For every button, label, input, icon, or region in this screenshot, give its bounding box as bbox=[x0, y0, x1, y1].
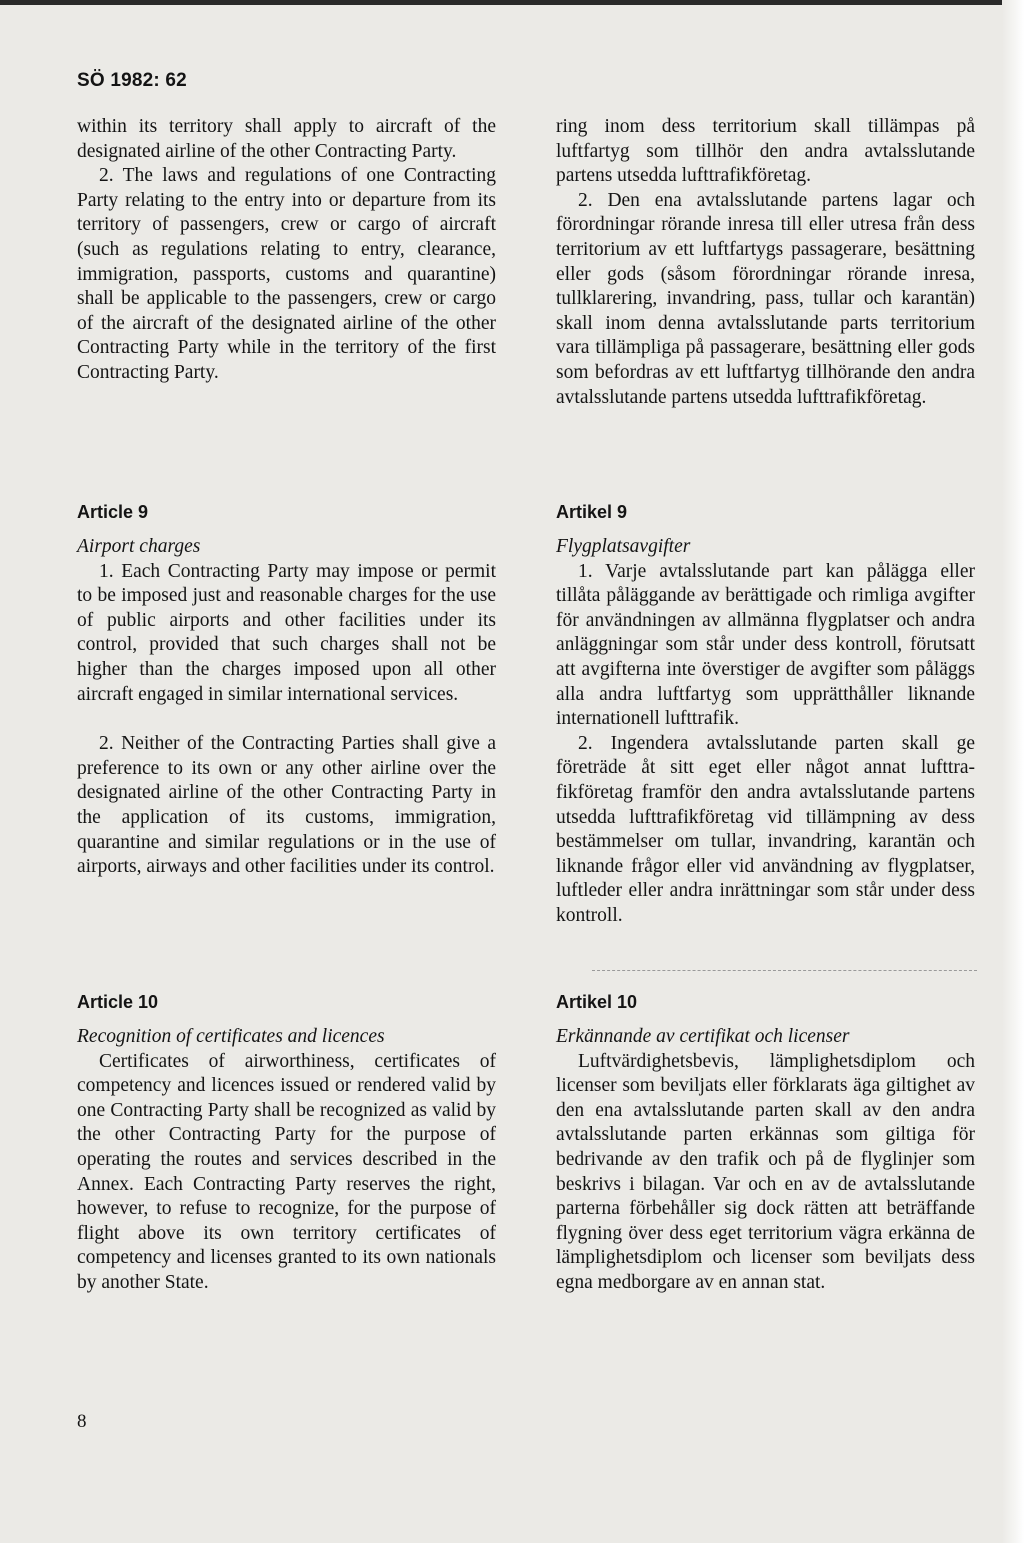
english-article-10 bbox=[77, 990, 496, 1296]
swedish-article-9 bbox=[556, 500, 975, 929]
scan-top-edge bbox=[0, 0, 1024, 5]
article-paragraph: 2. Ingendera avtalsslutande parten skall ge företräde åt sitt eget eller något annat lufttrafikföretag framför den andra avtalsslutande partens utsedda lufttrafikföretag vid tillämpning av dess bestämmelser om tullar, invandring, karantän och liknande frågor eller vid användning av flygplatser, luftleder eller andra inrättningar som står under dess kontroll. bbox=[556, 732, 975, 926]
article-heading: Artikel 9 bbox=[556, 502, 628, 522]
document-code: SÖ 1982: 62 bbox=[77, 70, 187, 91]
article-subheading: Flygplatsavgifter bbox=[556, 536, 691, 557]
english-intro bbox=[77, 115, 496, 386]
article-heading: Article 10 bbox=[77, 992, 159, 1012]
scan-right-edge bbox=[1002, 0, 1024, 1543]
article-subheading: Airport charges bbox=[77, 536, 201, 557]
swedish-intro-paragraph: ring inom dess territorium skall tillämpas på luftfartyg som tillhör den andra avtalsslutande partens utsedda lufttrafikföretag. bbox=[556, 116, 975, 187]
section-divider bbox=[592, 970, 977, 971]
page-number: 8 bbox=[77, 1411, 87, 1432]
article-subheading: Erkännande av certifikat och licenser bbox=[556, 1026, 850, 1047]
english-paragraph-2: 2. The laws and regulations of one Contracting Party relating to the entry into or departure from its territory of passengers, crew or cargo of aircraft (such as regulations relating to entry, clearance, immigration, passports, customs and quarantine) shall be applicable to the passengers, crew or cargo of the aircraft of the designated airline of the other Contracting Party while in the territory of the first Contracting Party. bbox=[77, 165, 496, 383]
article-paragraph: Luftvärdighetsbevis, lämplighetsdiplom och licenser som beviljats eller förklarats äga giltighet av den ena avtalsslutande parten skall av den andra avtalsslutande parten erkännas som giltiga för bedrivande av den trafik och på de flyglinjer som beskrivs i bilagan. Var och en av de avtalsslutande parterna förbehåller sig dock rätten att beträffande flygning över dess eget territorium vägra erkänna de lämplighetsdiplom och licenser som beviljats dess egna medborgare av en annan stat. bbox=[556, 1050, 975, 1293]
swedish-paragraph-2: 2. Den ena avtalsslutande partens lagar och förordningar rörande inresa till eller utresa från dess territorium av ett luftfartygs passagerare, besättning eller gods (såsom förordningar rörande inresa, tullklarering, invandring, pass, tullar och karantän) skall inom denna avtalsslutande parts territorium vara tillämpliga på passagerare, besättning eller gods som befordras av ett luftfartyg tillhörande den andra avtalsslutande partens utsedda lufttrafikföretag. bbox=[556, 189, 975, 408]
article-paragraph: 1. Each Contracting Party may impose or permit to be imposed just and reasonable charges for the use of public airports and other facilities under its control, provided that such charges shall not be higher than the charges imposed upon all other aircraft engaged in similar international services. bbox=[77, 560, 496, 705]
swedish-article-10 bbox=[556, 990, 975, 1296]
article-subheading: Recognition of certificates and licences bbox=[77, 1026, 385, 1047]
article-heading: Artikel 10 bbox=[556, 992, 638, 1012]
english-article-9 bbox=[77, 500, 496, 880]
english-intro-paragraph: within its territory shall apply to aircraft of the designated airline of the other Contracting Party. bbox=[77, 116, 496, 162]
article-heading: Article 9 bbox=[77, 502, 149, 522]
article-paragraph: Certificates of airworthiness, certificates of competency and licences issued or rendered valid by one Contracting Party shall be recognized as valid by the other Contracting Party for the purpose of operating the routes and services described in the Annex. Each Contracting Party reserves the right, however, to refuse to recognize, for the purpose of flight above its own territory certificates of competency and licenses granted to its own nationals by another State. bbox=[77, 1050, 496, 1293]
swedish-intro bbox=[556, 115, 975, 410]
article-paragraph: 2. Neither of the Contracting Parties shall give a preference to its own or any other airline over the designated airline of the other Contracting Party in the application of its customs, immigration, quarantine and similar regulations or in the use of airports, airways and other facilities under its control. bbox=[77, 733, 496, 878]
article-paragraph: 1. Varje avtalsslutande part kan pålägga eller tillåta påläggande av berättigade och rimliga avgifter för användningen av allmänna flygplatser och andra anläggningar som står under dess kontroll, förutsatt att avgifterna inte överstiger de avgifter som påläggs alla andra luftfartyg som upprätthåller liknande internationell lufttrafik. bbox=[556, 560, 975, 730]
